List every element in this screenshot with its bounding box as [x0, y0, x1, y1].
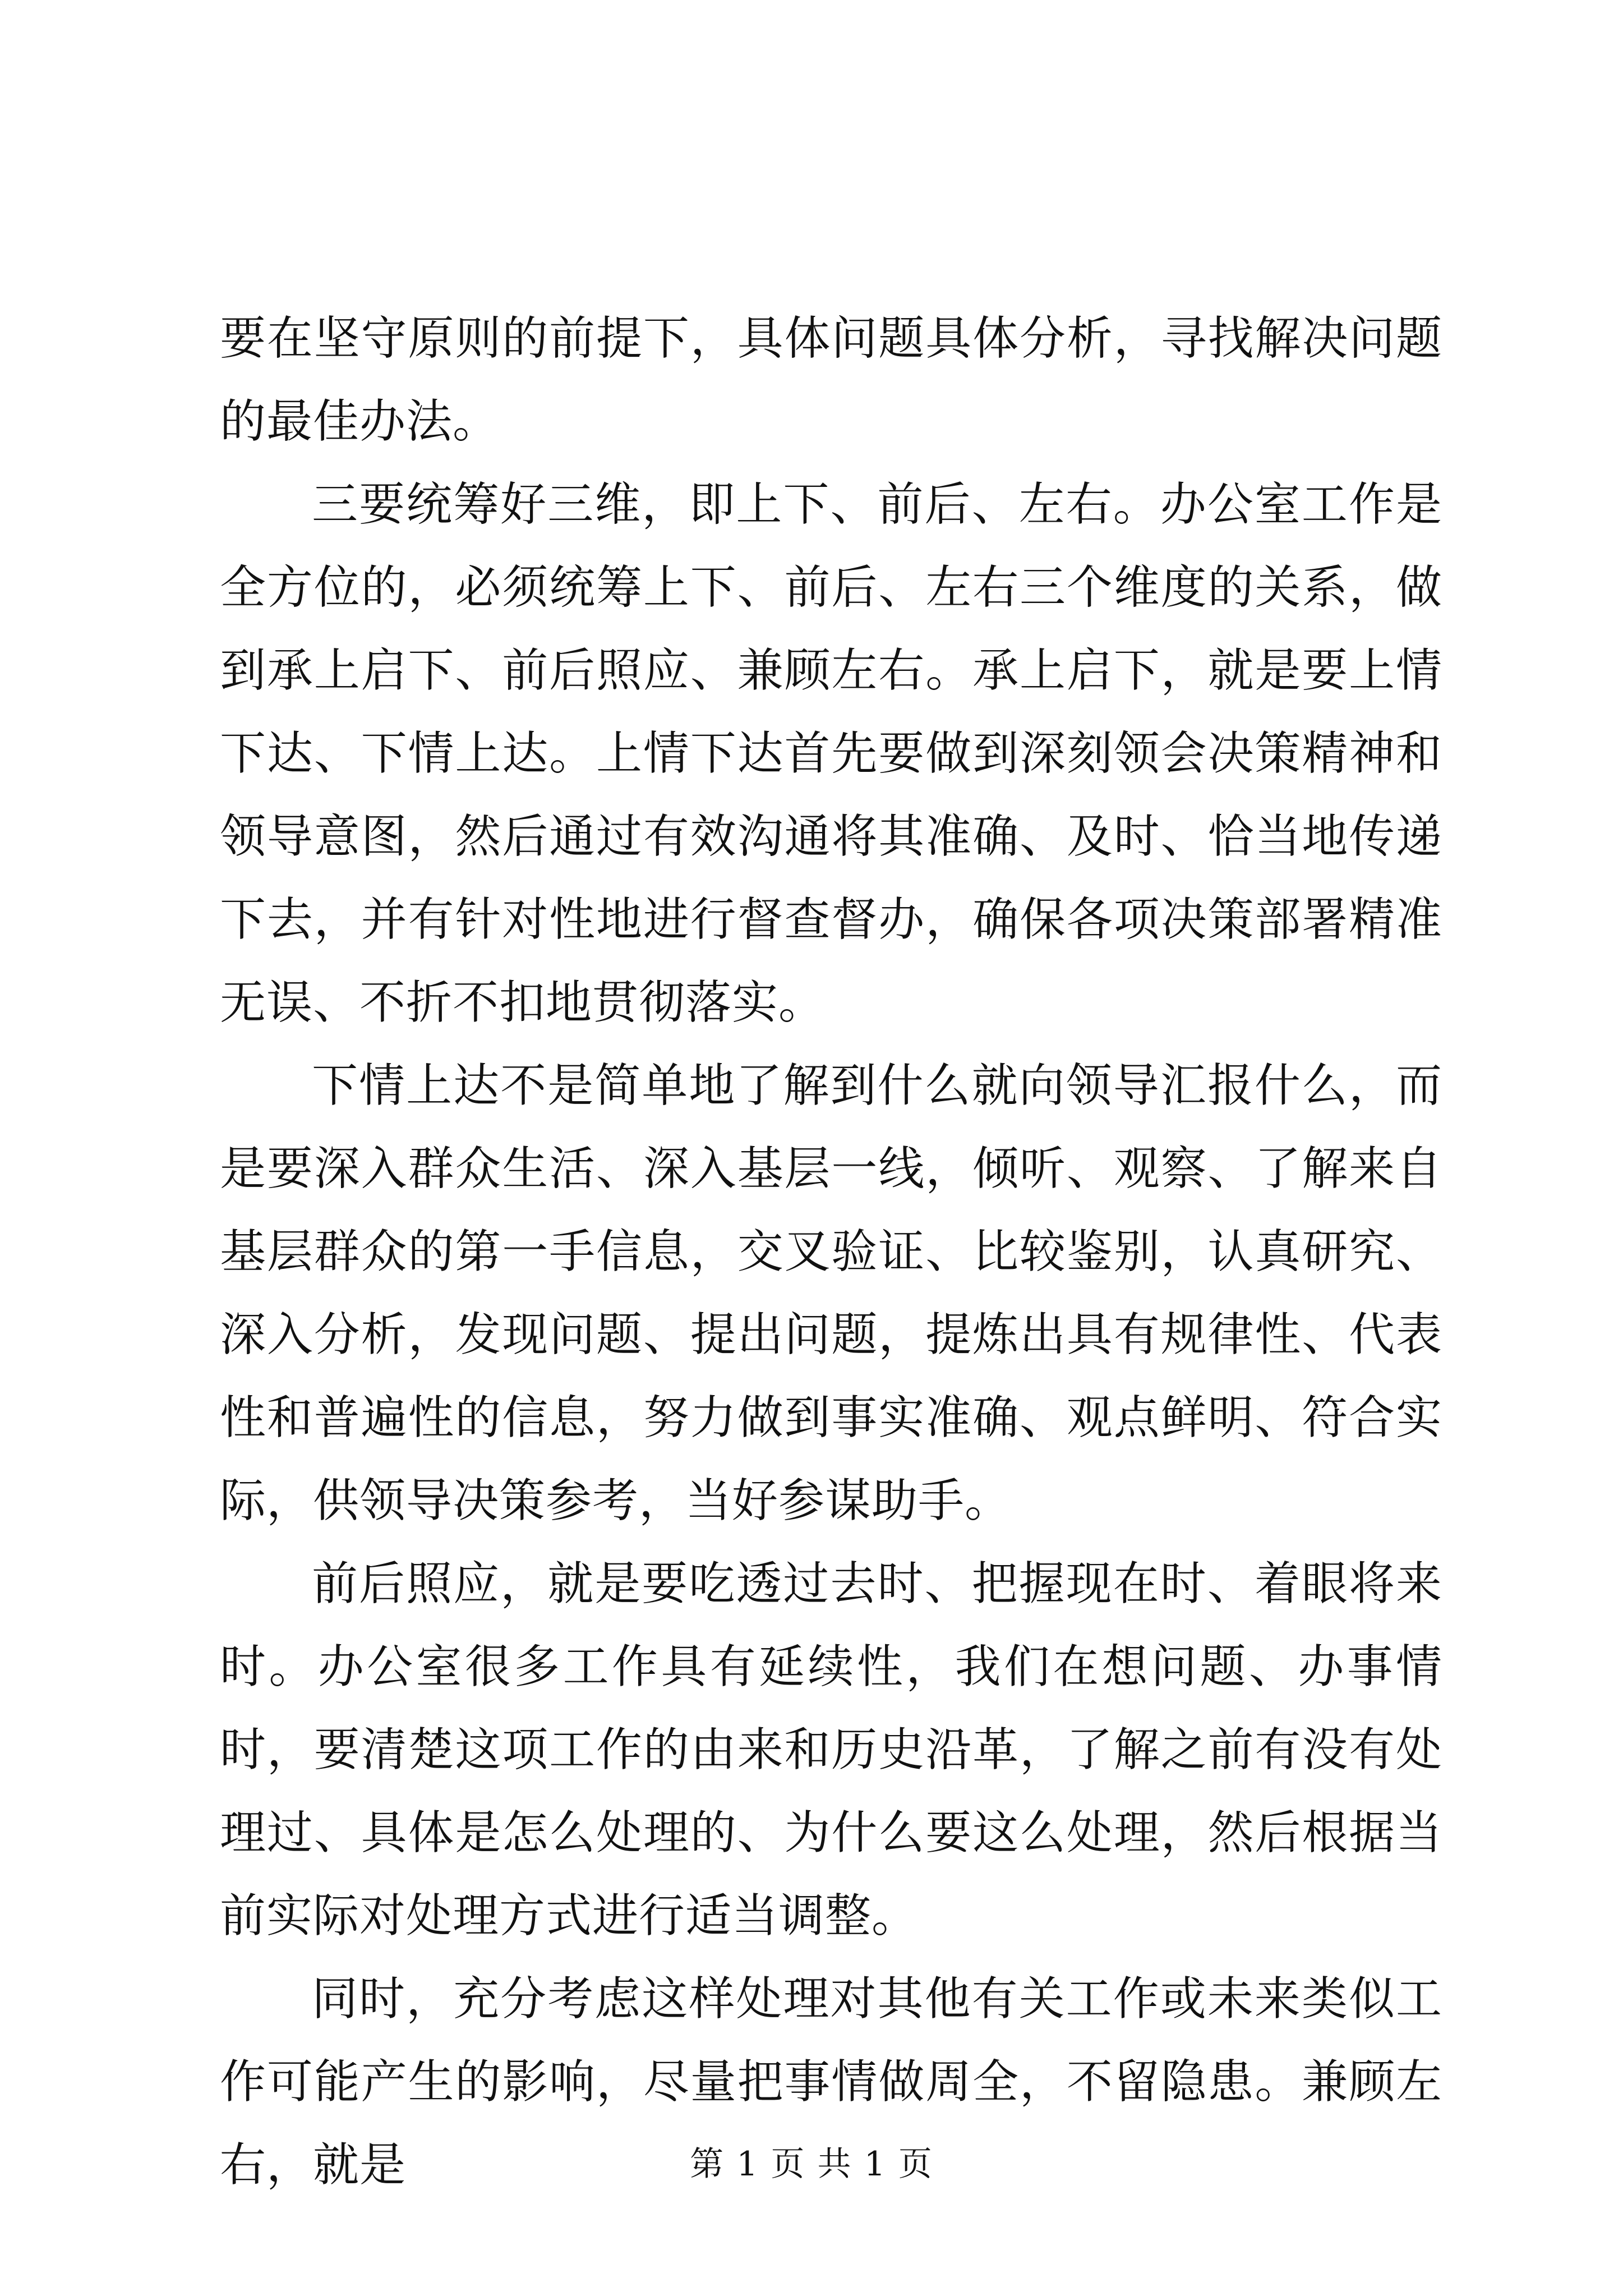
paragraph-front-back: 前后照应，就是要吃透过去时、把握现在时、着眼将来时。办公室很多工作具有延续性，我们在想问题、办事情时，要清楚这项工作的由来和历史沿革，了解之前有没有处理过、具体是怎么处理的、为什么要这么处理，然后根据当前实际对处理方式进行适当调整。 — [220, 1557, 1442, 1943]
document-body — [220, 297, 1442, 2207]
paragraph-meanwhile: 同时，充分考虑这样处理对其他有关工作或未来类似工作可能产生的影响，尽量把事情做周全，不留隐患。兼顾左右，就是 — [220, 1972, 1442, 2192]
paragraph-three-dimensions: 三要统筹好三维，即上下、前后、左右。办公室工作是全方位的，必须统筹上下、前后、左右三个维度的关系，做到承上启下、前后照应、兼顾左右。承上启下，就是要上情下达、下情上达。上情下达首先要做到深刻领会决策精神和领导意图，然后通过有效沟通将其准确、及时、恰当地传递下去，并有针对性地进行督查督办，确保各项决策部署精准无误、不折不扣地贯彻落实。 — [220, 478, 1442, 1029]
paragraph-report-upward: 下情上达不是简单地了解到什么就向领导汇报什么，而是要深入群众生活、深入基层一线，倾听、观察、了解来自基层群众的第一手信息，交叉验证、比较鉴别，认真研究、深入分析，发现问题、提出问题，提炼出具有规律性、代表性和普遍性的信息，努力做到事实准确、观点鲜明、符合实际，供领导决策参考，当好参谋助手。 — [220, 1059, 1442, 1527]
paragraph-continuation: 要在坚守原则的前提下，具体问题具体分析，寻找解决问题的最佳办法。 — [220, 312, 1442, 448]
page-footer: 第 1 页 共 1 页 — [690, 2145, 933, 2184]
